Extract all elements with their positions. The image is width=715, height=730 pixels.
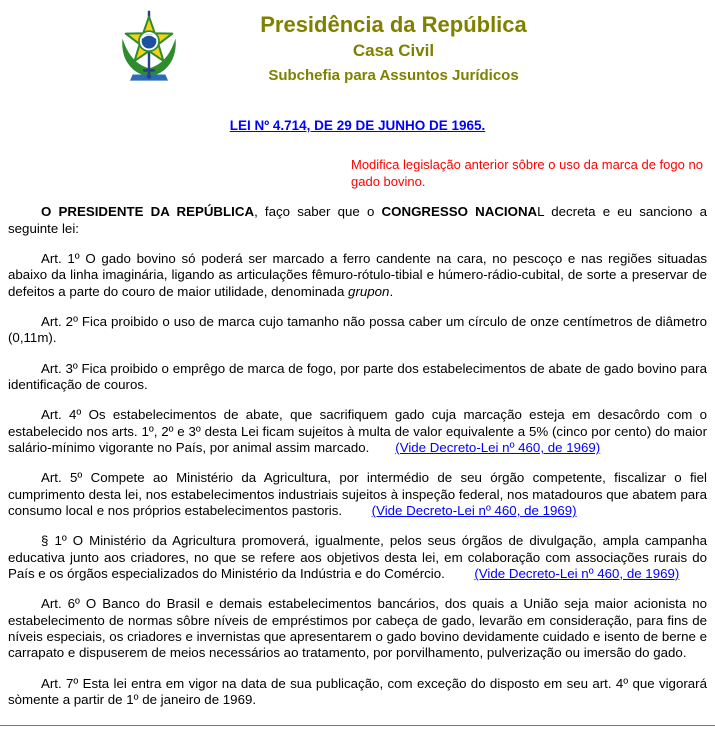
header-subtitle-subchefia: Subchefia para Assuntos Jurídicos [268,67,519,85]
text-segment [369,440,395,455]
text-segment: . [389,283,394,299]
text-segment: Art. 6º O Banco do Brasil e demais estabelecimentos bancários, dos quais a União seja maior acionista no estabelecimento de normas sôbre níveis de empréstimos por cabeça de gado, levarão em consideração, para fins de níveis especiais, os criadores e invernistas que apresentarem o gado bovino devidamente cuidado e isento de berne e carrapato e dispuserem de meios necessários ao tratamento, por porvilhamento, pulverização ou imersão do gado. [8,596,707,661]
header [8,6,707,96]
law-title [8,118,707,133]
law-summary: Modifica legislação anterior sôbre o uso da marca de fogo no gado bovino. [351,157,703,189]
law-paragraph-9 [8,676,707,709]
bottom-divider [0,725,715,726]
text-segment: grupon [348,283,390,299]
text-segment [342,503,372,518]
law-paragraph-7 [8,533,707,582]
law-paragraph-4 [8,361,707,394]
text-segment [445,566,475,581]
header-title: Presidência da República [260,12,527,37]
law-title-link[interactable]: LEI Nº 4.714, DE 29 DE JUNHO DE 1965. [229,118,486,133]
text-segment: , faço saber que o [254,204,382,220]
law-paragraph-3 [8,314,707,347]
law-paragraph-1 [8,204,707,237]
law-paragraph-6 [8,470,707,519]
brazil-coat-of-arms-icon [115,9,183,89]
vide-decreto-link[interactable]: (Vide Decreto-Lei nº 460, de 1969) [371,503,577,519]
text-segment: Art. 7º Esta lei entra em vigor na data de sua publicação, com exceção do disposto em seu art. 4º que vigorará sòmente a partir de 1º de janeiro de 1969. [8,675,707,708]
text-segment: O PRESIDENTE DA REPÚBLICA [41,204,255,220]
header-subtitle-casa-civil: Casa Civil [352,41,435,61]
law-paragraph-8 [8,596,707,661]
vide-decreto-link[interactable]: (Vide Decreto-Lei nº 460, de 1969) [474,566,680,582]
law-paragraph-2 [8,251,707,300]
text-segment: Art. 5º Compete ao Ministério da Agricultura, por intermédio de seu órgão competente, fiscalizar o fiel cumprimento desta lei, nos estabelecimentos industriais sujeitos à inspeção federal, nos matadouros que abatem para consumo local e nos próprios estabelecimentos pastoris. [8,470,707,519]
text-segment: L decreta e eu sanciono a seguinte lei: [8,204,708,236]
text-segment: Art. 4º Os estabelecimentos de abate, que sacrifiquem gado cuja marcação esteja em desacôrdo com o estabelecido nos arts. 1º, 2º e 3º desta Lei ficam sujeitos à multa de valor equivalente a 5% (cinco por cento) do maior salário-mínimo vigorante no País, por animal assim marcado. [8,407,707,456]
law-body [8,204,707,708]
text-segment: Art. 2º Fica proibido o uso de marca cujo tamanho não possa caber um círculo de onze centímetros de diâmetro (0,11m). [8,313,707,346]
text-segment: CONGRESSO NACIONA [381,204,538,220]
text-segment: Art. 3º Fica proibido o emprêgo de marca de fogo, por parte dos estabelecimentos de abate de gado bovino para identificação de couros. [8,360,707,392]
vide-decreto-link[interactable]: (Vide Decreto-Lei nº 460, de 1969) [395,440,601,456]
text-segment: Art. 1º O gado bovino só poderá ser marcado a ferro candente na cara, no pescoço e nas regiões situadas abaixo da linha imaginária, ligando as articulações fêmuro-rótulo-tibial e húmero-rádio-cubital, de sorte a preservar de defeitos a parte do couro de maior utilidade, denominada [8,250,707,299]
law-paragraph-5 [8,407,707,456]
text-segment: § 1º O Ministério da Agricultura promoverá, igualmente, pelos seus órgãos de divulgação, ampla campanha educativa junto aos criadores, no que se refere aos objetivos desta lei, em colaboração com associações rurais do País e os órgãos especializados do Ministério da Indústria e do Comércio. [8,533,707,582]
